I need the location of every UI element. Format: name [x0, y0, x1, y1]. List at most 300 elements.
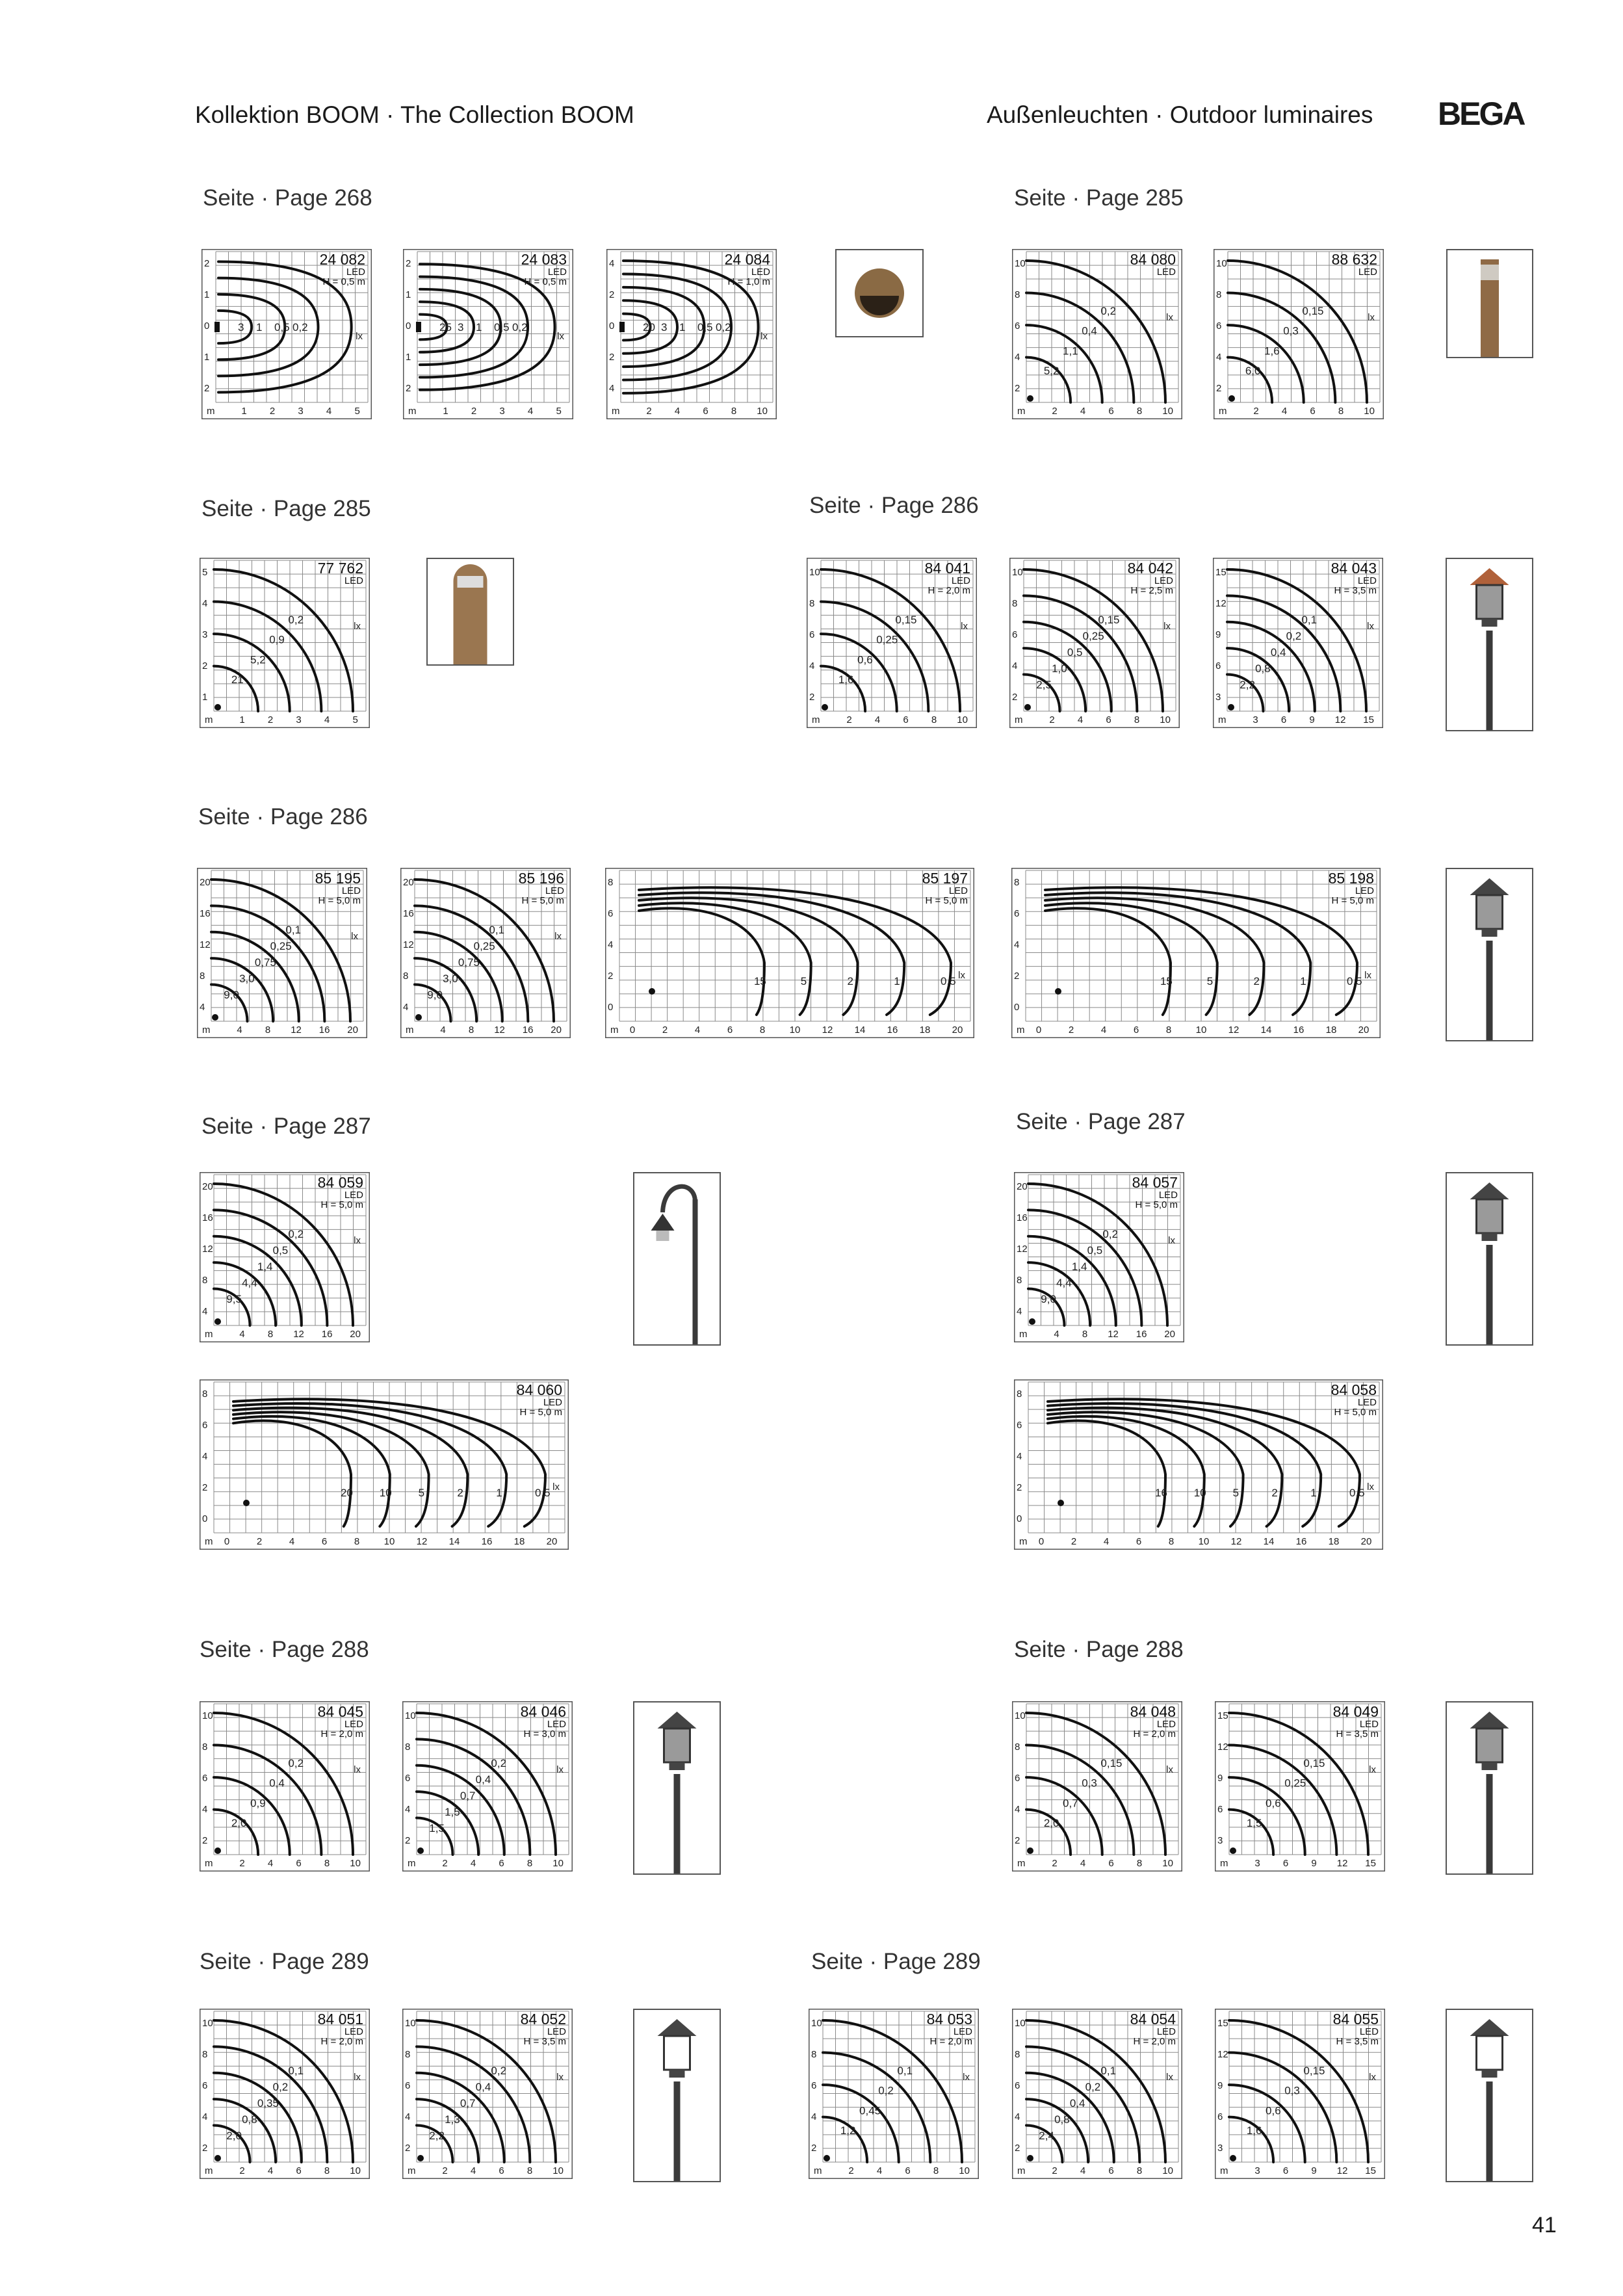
x-tick-label: 6 [499, 1858, 504, 1869]
x-tick-label: 10 [957, 714, 968, 725]
y-tick-label: 6 [1017, 1420, 1022, 1431]
luminaire-position-marker [1228, 704, 1234, 711]
x-tick-label: 8 [933, 2165, 939, 2176]
x-tick-label: 4 [1080, 1858, 1086, 1869]
luminaire-image-bollard [426, 558, 514, 666]
x-tick-label: 16 [1295, 1536, 1307, 1547]
x-tick-label: m [406, 1024, 414, 1036]
unit-label: lx [557, 330, 564, 342]
isolux-level-label: 0,9 [250, 1797, 266, 1810]
isolux-level-label: 0,25 [473, 939, 495, 952]
x-tick-label: 14 [1263, 1536, 1275, 1547]
x-tick-label: 8 [1082, 1329, 1088, 1340]
x-tick-label: 18 [1328, 1536, 1340, 1547]
x-tick-label: 4 [1080, 406, 1086, 417]
y-tick-label: 5 [202, 567, 208, 578]
article-number: 84 055 [1332, 2011, 1379, 2028]
x-tick-label: m [205, 714, 213, 725]
article-number: 84 045 [317, 1703, 363, 1720]
luminaire-image-post-light [633, 2009, 721, 2182]
isolux-curve [1048, 1412, 1243, 1526]
isolux-level-label: 0,2 [512, 321, 528, 333]
y-tick-label: 2 [204, 258, 210, 269]
luminaire-position-marker [1058, 1500, 1064, 1506]
y-tick-label: 4 [200, 1002, 205, 1013]
article-number: 84 041 [924, 560, 970, 577]
article-number: 85 196 [518, 870, 564, 887]
x-tick-label: 1 [241, 406, 247, 417]
x-tick-label: 2 [846, 714, 852, 725]
x-tick-label: 12 [1108, 1329, 1119, 1340]
y-tick-label: 3 [1217, 2143, 1223, 2154]
x-tick-label: 10 [789, 1024, 801, 1036]
isolux-level-label: 0,5 [697, 321, 713, 333]
isolux-level-label: 0,15 [1303, 1756, 1325, 1769]
y-tick-label: 10 [202, 2018, 213, 2029]
x-tick-label: 2 [239, 1858, 245, 1869]
x-tick-label: 10 [552, 1858, 564, 1869]
x-tick-label: 2 [442, 2165, 448, 2176]
unit-label: lx [958, 970, 965, 981]
y-tick-label: 12 [1217, 2049, 1228, 2060]
x-tick-label: 20 [551, 1024, 562, 1036]
isolux-level-label: 0,5 [272, 1244, 289, 1257]
x-tick-label: 6 [296, 1858, 302, 1869]
y-tick-label: 4 [1015, 352, 1020, 363]
x-tick-label: 12 [822, 1024, 833, 1036]
unit-label: lx [354, 1235, 361, 1247]
isolux-level-label: 2 [457, 1487, 463, 1499]
unit-label: lx [351, 931, 358, 943]
mounting-height: H = 2,5 m [1130, 585, 1173, 596]
isolux-curve [233, 1412, 429, 1526]
isolux-level-label: 0,15 [1303, 2064, 1325, 2077]
isolux-level-label: 0,5 [274, 321, 290, 333]
article-number: 77 762 [317, 560, 363, 577]
isolux-level-label: 1,6 [838, 673, 854, 686]
luminaire-picture [837, 250, 922, 336]
x-tick-label: 8 [526, 1858, 533, 1869]
article-number: 84 058 [1331, 1381, 1377, 1398]
x-tick-label: 4 [326, 406, 332, 417]
isolux-level-label: 0,1 [285, 923, 302, 936]
x-tick-label: 2 [1253, 406, 1259, 417]
x-tick-label: 8 [526, 2165, 533, 2176]
x-tick-label: 9 [1311, 2165, 1317, 2176]
y-tick-label: 12 [202, 1244, 213, 1255]
x-tick-label: 15 [1365, 1858, 1376, 1869]
isolux-diagram [807, 558, 977, 728]
isolux-level-label: 0,5 [1087, 1244, 1103, 1257]
collection-title: Kollektion BOOM · The Collection BOOM [195, 101, 634, 128]
y-tick-label: 6 [1215, 660, 1221, 672]
isolux-curve [1045, 898, 1264, 1015]
y-tick-label: 2 [1017, 1482, 1022, 1493]
y-tick-label: 1 [204, 352, 210, 363]
y-tick-label: 2 [1015, 1835, 1020, 1846]
luminaire-position-marker [417, 1847, 424, 1854]
y-tick-label: 2 [405, 2143, 411, 2154]
isolux-level-label: 0,75 [458, 956, 480, 969]
x-tick-label: m [1015, 714, 1023, 725]
isolux-level-label: 2 [1253, 975, 1260, 987]
isolux-level-label: 0,5 [494, 321, 510, 333]
x-tick-label: 16 [1293, 1024, 1305, 1036]
isolux-level-label: 15 [1160, 975, 1173, 987]
x-tick-label: 8 [1168, 1536, 1175, 1547]
isolux-svg [1012, 249, 1182, 419]
x-tick-label: 5 [354, 406, 360, 417]
luminaire-position-marker [1027, 395, 1033, 402]
unit-label: lx [556, 1764, 564, 1776]
light-source: LED [543, 1397, 562, 1408]
x-tick-label: 4 [289, 1536, 295, 1547]
luminaire-picture [1448, 250, 1532, 357]
isolux-level-label: 0,5 [535, 1487, 551, 1499]
y-tick-label: 4 [202, 1804, 208, 1815]
isolux-diagram [1012, 249, 1182, 419]
mounting-height: H = 5,0 m [1135, 1199, 1178, 1210]
isolux-curve [639, 898, 857, 1015]
luminaire-position-marker [214, 704, 221, 711]
section-label: Seite · Page 288 [1014, 1637, 1184, 1662]
mounting-height: H = 2,0 m [929, 2036, 972, 2047]
mounting-height: H = 2,0 m [1133, 2036, 1176, 2047]
isolux-curve [218, 311, 252, 343]
isolux-level-label: 1,6 [1264, 345, 1280, 358]
x-tick-label: m [205, 1858, 213, 1869]
isolux-level-label: 2,4 [1039, 2129, 1054, 2142]
x-tick-label: m [1019, 1329, 1028, 1340]
isolux-level-label: 2,2 [429, 2129, 445, 2142]
luminaire-image-post-light [633, 1701, 721, 1875]
mounting-height: H = 5,0 m [1334, 1407, 1377, 1418]
luminaire-picture [1447, 559, 1532, 730]
luminaire-position-marker [822, 704, 828, 711]
isolux-svg [400, 868, 571, 1038]
isolux-diagram [200, 1701, 370, 1872]
luminaire-position-marker [416, 322, 421, 332]
x-tick-label: 6 [703, 406, 708, 417]
luminaire-position-marker [649, 988, 655, 995]
article-number: 84 048 [1130, 1703, 1176, 1720]
x-tick-label: 4 [1077, 714, 1084, 725]
y-tick-label: 2 [809, 692, 815, 703]
y-tick-label: 0 [1017, 1513, 1022, 1524]
section-label: Seite · Page 286 [198, 804, 368, 829]
x-tick-label: 6 [1280, 714, 1287, 725]
luminaire-position-marker [417, 2155, 424, 2161]
x-tick-label: 3 [499, 406, 505, 417]
isolux-level-label: 3,0 [443, 972, 458, 985]
article-number: 84 059 [317, 1174, 363, 1191]
light-source: LED [1359, 1719, 1379, 1730]
isolux-diagram [1011, 868, 1381, 1038]
y-tick-label: 8 [811, 2049, 817, 2060]
isolux-level-label: 0,3 [1082, 1777, 1097, 1790]
light-source: LED [953, 2026, 972, 2037]
light-source: LED [344, 1719, 363, 1730]
y-tick-label: 10 [809, 567, 820, 578]
isolux-level-label: 0,2 [288, 613, 304, 626]
y-tick-label: 12 [1217, 1742, 1228, 1753]
unit-label: lx [1367, 621, 1374, 633]
x-tick-label: 14 [854, 1024, 866, 1036]
isolux-level-label: 0,7 [460, 1789, 476, 1802]
y-tick-label: 3 [202, 629, 208, 640]
x-tick-label: 10 [1162, 1858, 1173, 1869]
x-tick-label: 4 [237, 1024, 242, 1036]
isolux-curve [233, 1416, 390, 1526]
x-tick-label: 14 [448, 1536, 460, 1547]
y-tick-label: 2 [204, 383, 210, 394]
x-tick-label: 20 [1358, 1024, 1370, 1036]
article-number: 84 046 [520, 1703, 566, 1720]
article-number: 84 060 [516, 1381, 562, 1398]
isolux-diagram [605, 868, 974, 1038]
y-tick-label: 8 [405, 1742, 411, 1753]
light-source: LED [1359, 2026, 1379, 2037]
isolux-level-label: 4,4 [1056, 1276, 1072, 1289]
light-source: LED [1357, 575, 1377, 586]
y-tick-label: 6 [405, 1773, 411, 1784]
isolux-level-label: 1 [894, 975, 900, 987]
isolux-level-label: 5,2 [250, 653, 266, 666]
x-tick-label: 12 [416, 1536, 428, 1547]
isolux-level-label: 0,2 [491, 2064, 507, 2077]
y-tick-label: 8 [1216, 289, 1222, 300]
light-source: LED [344, 1190, 363, 1201]
x-tick-label: m [1220, 1858, 1228, 1869]
y-tick-label: 4 [1012, 660, 1018, 672]
mounting-height: H = 5,0 m [519, 1407, 562, 1418]
isolux-level-label: 0,1 [897, 2064, 913, 2077]
light-source: LED [1358, 267, 1377, 278]
isolux-level-label: 2,0 [231, 1816, 247, 1829]
x-tick-label: 12 [1228, 1024, 1240, 1036]
x-tick-label: 6 [1108, 1858, 1114, 1869]
isolux-level-label: 0,8 [242, 2113, 257, 2126]
y-tick-label: 8 [202, 1275, 208, 1286]
y-tick-label: 3 [1215, 692, 1221, 703]
x-tick-label: m [205, 1329, 213, 1340]
isolux-diagram [1012, 1701, 1182, 1872]
isolux-curve [1048, 1416, 1204, 1526]
isolux-svg [807, 558, 977, 728]
y-tick-label: 8 [405, 2049, 411, 2060]
unit-label: lx [1364, 970, 1371, 981]
y-tick-label: 16 [200, 908, 211, 919]
isolux-level-label: 25 [439, 321, 452, 333]
unit-label: lx [961, 621, 968, 633]
x-tick-label: 6 [499, 2165, 504, 2176]
x-tick-label: 8 [265, 1024, 271, 1036]
y-tick-label: 6 [1217, 1804, 1223, 1815]
light-source: LED [1154, 575, 1173, 586]
x-tick-label: 16 [321, 1329, 333, 1340]
x-tick-label: m [205, 1536, 213, 1547]
x-tick-label: m [1019, 1536, 1028, 1547]
y-tick-label: 8 [403, 971, 409, 982]
isolux-level-label: 1,1 [1063, 345, 1078, 358]
isolux-curve [1045, 908, 1171, 1015]
x-tick-label: 8 [1136, 2165, 1143, 2176]
isolux-svg [200, 1379, 569, 1550]
y-tick-label: 1 [406, 289, 411, 300]
x-tick-label: 6 [1310, 406, 1316, 417]
section-label: Seite · Page 289 [200, 1949, 369, 1974]
x-tick-label: 16 [887, 1024, 898, 1036]
luminaire-picture [1447, 869, 1532, 1040]
isolux-level-label: 1,2 [840, 2124, 856, 2137]
x-tick-label: 4 [470, 1858, 476, 1869]
isolux-level-label: 0,4 [475, 2080, 491, 2093]
isolux-svg [200, 558, 370, 728]
y-tick-label: 16 [403, 908, 414, 919]
isolux-level-label: 0,2 [292, 321, 308, 333]
x-tick-label: 4 [324, 714, 330, 725]
x-tick-label: m [610, 1024, 619, 1036]
luminaire-image-recessed [835, 249, 924, 337]
isolux-diagram [402, 2009, 573, 2179]
x-tick-label: 5 [352, 714, 358, 725]
x-tick-label: 0 [1035, 1024, 1042, 1036]
isolux-level-label: 0,2 [491, 1756, 507, 1769]
isolux-level-label: 2,0 [226, 2129, 242, 2142]
x-tick-label: 16 [481, 1536, 493, 1547]
light-source: LED [547, 1719, 566, 1730]
y-tick-label: 10 [1015, 2018, 1026, 2029]
y-tick-label: 8 [608, 877, 614, 888]
x-tick-label: m [1017, 2165, 1026, 2176]
y-tick-label: 8 [1014, 877, 1020, 888]
isolux-level-label: 0,35 [257, 2096, 279, 2109]
isolux-diagram [606, 249, 777, 419]
y-tick-label: 15 [1217, 1710, 1228, 1721]
section-label: Seite · Page 285 [201, 496, 371, 521]
article-number: 84 052 [520, 2011, 566, 2028]
light-source: LED [545, 885, 564, 896]
x-tick-label: 8 [267, 1329, 274, 1340]
isolux-level-label: 0,25 [1284, 1777, 1306, 1790]
mounting-height: H = 5,0 m [925, 895, 968, 906]
isolux-level-label: 0,3 [1283, 324, 1299, 337]
x-tick-label: 8 [324, 1858, 330, 1869]
isolux-svg [1012, 1701, 1182, 1872]
isolux-svg [403, 249, 573, 419]
x-tick-label: 18 [513, 1536, 525, 1547]
isolux-level-label: 9,0 [427, 988, 443, 1001]
isolux-level-label: 4,4 [242, 1276, 257, 1289]
x-tick-label: m [1219, 406, 1227, 417]
light-source: LED [1357, 1397, 1377, 1408]
category-title: Außenleuchten · Outdoor luminaires [987, 101, 1373, 128]
x-tick-label: 4 [527, 406, 534, 417]
isolux-level-label: 1 [1300, 975, 1306, 987]
x-tick-label: 2 [267, 714, 274, 725]
isolux-level-label: 0,5 [941, 975, 956, 987]
y-tick-label: 6 [1015, 320, 1020, 332]
unit-label: lx [354, 2072, 361, 2083]
y-tick-label: 2 [609, 289, 615, 300]
x-tick-label: 8 [1165, 1024, 1172, 1036]
y-tick-label: 2 [406, 258, 411, 269]
section-label: Seite · Page 268 [203, 185, 372, 211]
x-tick-label: 4 [1054, 1329, 1059, 1340]
isolux-svg [1215, 1701, 1385, 1872]
isolux-level-label: 3,0 [239, 972, 255, 985]
isolux-svg [1014, 1379, 1383, 1550]
y-tick-label: 12 [1215, 598, 1227, 609]
luminaire-position-marker [1029, 1318, 1035, 1325]
isolux-level-label: 0,6 [1266, 2104, 1281, 2117]
isolux-level-label: 0,4 [1082, 324, 1097, 337]
y-tick-label: 16 [202, 1212, 213, 1223]
x-tick-label: 10 [1162, 2165, 1173, 2176]
y-tick-label: 4 [202, 2111, 208, 2122]
y-tick-label: 4 [811, 2111, 817, 2122]
x-tick-label: 10 [1364, 406, 1375, 417]
unit-label: lx [552, 1481, 560, 1493]
x-tick-label: 2 [269, 406, 276, 417]
unit-label: lx [554, 931, 562, 943]
x-tick-label: 10 [757, 406, 768, 417]
luminaire-position-marker [1024, 704, 1031, 711]
y-tick-label: 8 [200, 971, 205, 982]
article-number: 84 043 [1331, 560, 1377, 577]
x-tick-label: 20 [350, 1329, 361, 1340]
section-label: Seite · Page 286 [809, 493, 979, 518]
x-tick-label: 10 [1198, 1536, 1210, 1547]
isolux-level-label: 0,4 [269, 1777, 285, 1790]
x-tick-label: 2 [239, 2165, 245, 2176]
isolux-svg [200, 2009, 370, 2179]
isolux-level-label: 0,2 [1085, 2080, 1101, 2093]
y-tick-label: 4 [1017, 1451, 1022, 1462]
unit-label: lx [1168, 1235, 1175, 1247]
y-tick-label: 15 [1217, 2018, 1228, 2029]
x-tick-label: 2 [1052, 406, 1058, 417]
article-number: 85 197 [922, 870, 968, 887]
luminaire-image-post-light [1446, 558, 1533, 731]
x-tick-label: 8 [759, 1024, 766, 1036]
luminaire-image-post-light [1446, 868, 1533, 1041]
unit-label: lx [1163, 621, 1171, 633]
isolux-level-label: 0,4 [1270, 646, 1286, 659]
x-tick-label: 6 [1282, 1858, 1289, 1869]
x-tick-label: 8 [1136, 406, 1143, 417]
mounting-height: H = 1,0 m [727, 276, 770, 287]
isolux-level-label: 6,0 [1245, 364, 1261, 377]
isolux-diagram [201, 249, 372, 419]
y-tick-label: 8 [1015, 2049, 1020, 2060]
mounting-height: H = 5,0 m [318, 895, 361, 906]
mounting-height: H = 5,0 m [1331, 895, 1374, 906]
y-tick-label: 15 [1215, 567, 1227, 578]
luminaire-picture [634, 2010, 720, 2181]
x-tick-label: 12 [291, 1024, 302, 1036]
isolux-level-label: 3 [661, 321, 668, 333]
isolux-level-label: 0,25 [876, 633, 898, 646]
isolux-diagram [200, 2009, 370, 2179]
x-tick-label: 10 [1160, 714, 1171, 725]
x-tick-label: m [205, 2165, 213, 2176]
article-number: 88 632 [1331, 251, 1377, 268]
isolux-level-label: 10 [379, 1487, 392, 1499]
y-tick-label: 10 [405, 1710, 416, 1721]
light-source: LED [346, 267, 365, 278]
x-tick-label: 6 [1106, 714, 1111, 725]
